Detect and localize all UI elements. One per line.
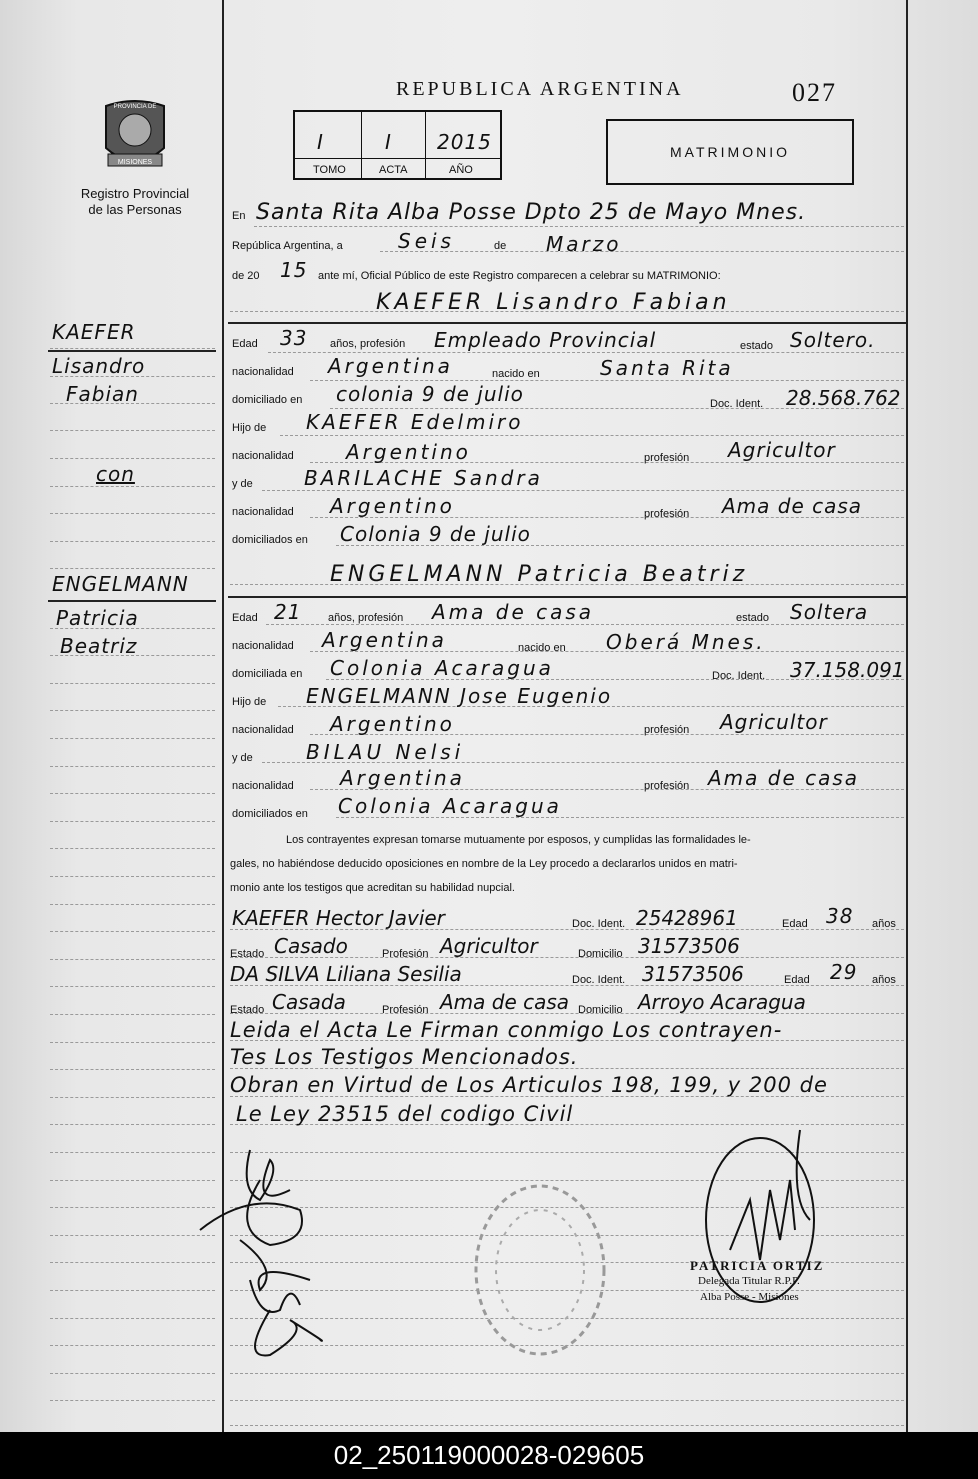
bride-name: ENGELMANN Patricia Beatriz: [330, 562, 749, 587]
margin-bride-surname: ENGELMANN: [52, 572, 189, 596]
groom-mother-profession: Ama de casa: [722, 494, 863, 518]
note-line-1: Leida el Acta Le Firman conmigo Los contrayen-: [230, 1018, 783, 1042]
bride-id: 37.158.091: [790, 658, 905, 682]
bride-father-profession: Agricultor: [720, 710, 828, 734]
bride-separator: [228, 596, 906, 598]
witness1-profession: Agricultor: [440, 934, 538, 958]
groom-father-nationality: Argentino: [346, 440, 471, 464]
bride-age: 21: [274, 600, 302, 624]
margin-con: con: [96, 462, 135, 486]
witness2-name: DA SILVA Liliana Sesilia: [230, 962, 462, 986]
official-stamp-icon: [470, 1180, 610, 1360]
official-signature-icon: [690, 1110, 830, 1320]
witness1-status: Casado: [274, 934, 348, 958]
witness1-age: 38: [826, 904, 854, 928]
groom-age: 33: [280, 326, 308, 350]
note-line-3: Obran en Virtud de Los Articulos 198, 199, y 200 de: [230, 1073, 828, 1097]
bride-father-nationality: Argentino: [330, 712, 455, 736]
groom-name: KAEFER Lisandro Fabian: [376, 290, 731, 315]
margin-groom-surname: KAEFER: [52, 320, 136, 344]
bride-birthplace: Oberá Mnes.: [606, 630, 766, 654]
groom-birthplace: Santa Rita: [600, 356, 734, 380]
witness1-name: KAEFER Hector Javier: [232, 906, 445, 930]
witness1-address: 31573506: [638, 934, 740, 958]
tomo-value: I: [317, 130, 324, 154]
groom-nationality: Argentina: [328, 354, 453, 378]
document-header: REPUBLICA ARGENTINA: [396, 78, 684, 100]
bride-nationality: Argentina: [322, 628, 447, 652]
certificate-page: PROVINCIA DE MISIONES Registro Provincial de las Personas REPUBLICA ARGENTINA 027 I TOMO I ACTA 2015 AÑO MATRIMONIO KAEFER Lisandro Fabian con ENGELMANN Patricia Beatriz En Santa Rita Alba Posse Dpto 25 de Mayo Mnes. República Argentina, a Seis de Marzo de 20 15 ante mí, Oficial Público de este Registro comparecen a celebrar su MATRIMONIO: KAEFER Lisandro Fabian Edad 33 años, profesión Empleado Provincial estado Soltero. nacionalidad Argentina nacido en Santa Rita domiciliado en colonia 9 de julio Doc. Ident. 28.568.762 Hijo de KAEFER Edelmiro nacionalidad Argentino profesión Agricultor y de BARILACHE Sandra nacionalidad Argentino profesión Ama de casa domiciliados en Colonia 9 de julio ENGELMANN Patricia Beatriz Edad 21 años, profesión Ama de casa estado Soltera nacionalidad Argentina nacido en Oberá Mnes. domiciliada en Colonia Acaragua Doc. Ident. 37.158.091 Hijo de ENGELMANN Jose Eugenio nacionalidad Argentino profesión Agricultor y de BILAU Nelsi nacionalidad Argentina profesión Ama de casa domiciliados en Colonia Acaragua Los contrayentes expresan tomarse mutuamente por esposos, y cumplidas las formalidades le- gales, no habiéndose deducido oposiciones en nombre de la Ley procedo a declararlos unidos en matri- monio ante los testigos que acreditan su habilidad nupcial. KAEFER Hector Javier Doc. Ident. 25428961 Edad 38 años Estado Casado Profesión Agricultor Domicilio 31573506 DA SILVA Liliana Sesilia Doc. Ident. 31573506 Edad 29 años Estado Casada Profesión Ama de casa Domicilio Arroyo Acaragua Leida el Acta Le Firman conmigo Los contrayen- Tes Los Testigos Mencionados. Obran en Virtud de Los Articulos 198, 199, y 200 de Le Ley 23515 del codigo Civil PATRICIA ORTIZ Delegada Titular R.P.P. Alba Posse - Misiones: [0, 0, 978, 1432]
groom-father-profession: Agricultor: [728, 438, 836, 462]
groom-separator: [228, 322, 906, 324]
tomo-label: TOMO: [313, 164, 346, 176]
witness1-id: 25428961: [636, 906, 738, 930]
official-role: Delegada Titular R.P.P.: [698, 1275, 800, 1287]
marriage-year: 15: [280, 258, 308, 282]
groom-mother: BARILACHE Sandra: [304, 466, 543, 490]
witness2-id: 31573506: [642, 962, 744, 986]
groom-parents-address: Colonia 9 de julio: [340, 522, 531, 546]
bride-mother-profession: Ama de casa: [708, 766, 860, 790]
margin-groom-second: Fabian: [66, 382, 139, 406]
svg-text:PROVINCIA DE: PROVINCIA DE: [113, 104, 157, 110]
marriage-place: Santa Rita Alba Posse Dpto 25 de Mayo Mnes.: [256, 200, 807, 225]
bride-address: Colonia Acaragua: [330, 656, 554, 680]
anio-label: AÑO: [449, 164, 473, 176]
margin-bride-second: Beatriz: [60, 634, 138, 658]
document-type: MATRIMONIO: [606, 119, 854, 185]
witness2-profession: Ama de casa: [440, 990, 570, 1014]
groom-father: KAEFER Edelmiro: [306, 410, 524, 434]
groom-mother-nationality: Argentino: [330, 494, 455, 518]
groom-address: colonia 9 de julio: [336, 382, 524, 406]
office-name: Registro Provincial de las Personas: [80, 186, 190, 217]
acta-label: ACTA: [379, 164, 408, 176]
witness2-status: Casada: [272, 990, 346, 1014]
document-number: 027: [792, 78, 837, 107]
province-seal-icon: [100, 98, 170, 174]
bride-mother: BILAU Nelsi: [306, 740, 465, 764]
note-line-2: Tes Los Testigos Mencionados.: [230, 1045, 579, 1069]
file-identifier: 02_250119000028-029605: [0, 1432, 978, 1479]
margin-bride-first: Patricia: [56, 606, 139, 630]
official-place: Alba Posse - Misiones: [700, 1291, 799, 1303]
record-box: [293, 110, 502, 180]
marriage-day: Seis: [398, 229, 455, 253]
witness2-address: Arroyo Acaragua: [638, 990, 806, 1014]
bride-profession: Ama de casa: [432, 600, 595, 624]
groom-profession: Empleado Provincial: [434, 328, 657, 352]
anio-value: 2015: [437, 130, 492, 154]
bride-father: ENGELMANN Jose Eugenio: [306, 684, 613, 708]
bride-parents-address: Colonia Acaragua: [338, 794, 562, 818]
groom-status: Soltero.: [790, 328, 876, 352]
bride-mother-nationality: Argentina: [340, 766, 465, 790]
official-name: PATRICIA ORTIZ: [690, 1258, 825, 1273]
groom-id: 28.568.762: [786, 386, 901, 410]
marriage-month: Marzo: [546, 232, 622, 256]
witness2-age: 29: [830, 960, 858, 984]
right-margin-line: [906, 0, 908, 1432]
note-line-4: Le Ley 23515 del codigo Civil: [236, 1102, 574, 1126]
svg-text:MISIONES: MISIONES: [117, 159, 153, 166]
acta-value: I: [385, 130, 392, 154]
signatures-icon: [190, 1130, 350, 1390]
legal-paragraph: Los contrayentes expresan tomarse mutuamente por esposos, y cumplidas las formalidades le- gales, no habiéndose deducido oposiciones en nombre de la Ley procedo a declararlos unidos en matri- monio ante los testigos que acreditan su habilidad nupcial.: [230, 834, 751, 894]
margin-groom-first: Lisandro: [52, 354, 146, 378]
bride-status: Soltera: [790, 600, 869, 624]
